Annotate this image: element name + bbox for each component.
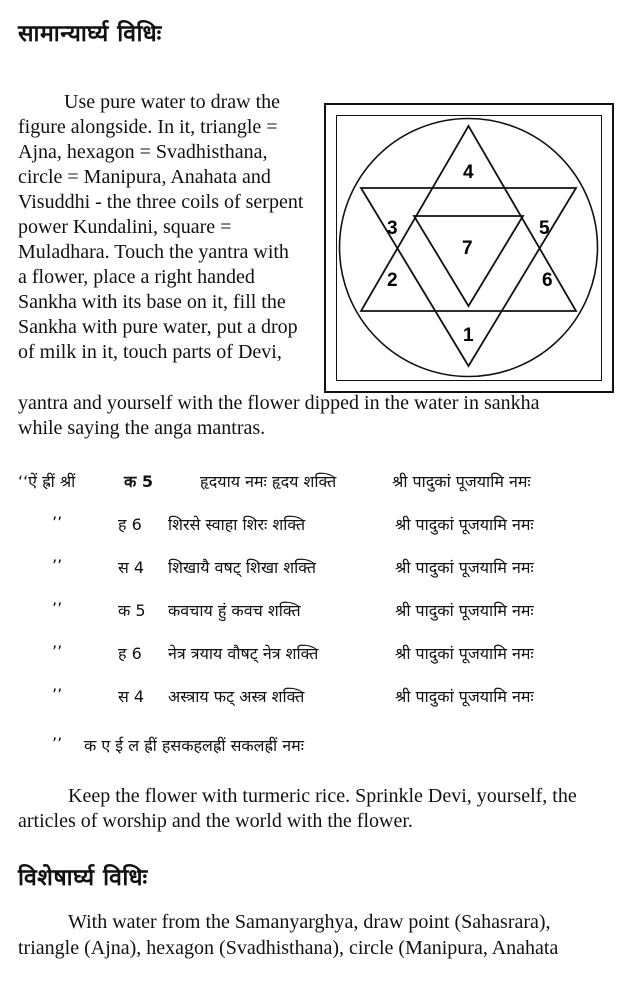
mantra-code: स 4 <box>118 687 145 706</box>
yantra-num-5: 5 <box>539 218 550 239</box>
mantra-text: अस्त्राय फट् अस्त्र शक्ति <box>168 687 305 706</box>
mantra-row <box>0 513 630 537</box>
paragraph-line: Sankha with its base on it, fill the <box>18 291 286 313</box>
mantra-quote: ’’ <box>52 599 63 618</box>
paragraph-line: Muladhara. Touch the yantra with <box>18 241 289 263</box>
mantra-quote: ’’ <box>52 642 63 661</box>
mantra-code: ह 6 <box>118 644 142 663</box>
final-mantra-text: क ए ई ल ह्रीं हसकहलह्रीं सकलह्रीं नमः <box>84 736 304 755</box>
yantra-square <box>336 115 602 381</box>
yantra-num-4: 4 <box>463 162 474 183</box>
mantra-code: ह 6 <box>118 515 142 534</box>
mantra-quote: ’’ <box>52 556 63 575</box>
section2-line: triangle (Ajna), hexagon (Svadhisthana), circle (Manipura, Anahata <box>18 937 559 959</box>
mantra-ending: श्री पादुकां पूजयामि नमः <box>395 515 534 534</box>
yantra-figure <box>324 103 614 393</box>
section-heading: सामान्यार्घ्य विधिः <box>18 21 162 47</box>
paragraph-line: Ajna, hexagon = Svadhisthana, <box>18 141 268 163</box>
mantra-row <box>0 599 630 623</box>
mantra-quote: ‘‘ऐं ह्रीं श्रीं <box>18 472 76 491</box>
instruction-line: articles of worship and the world with the flower. <box>18 810 413 832</box>
section-heading: विशेषार्घ्य विधिः <box>18 865 148 891</box>
yantra-num-2: 2 <box>387 270 398 291</box>
mantra-ending: श्री पादुकां पूजयामि नमः <box>395 644 534 663</box>
mantra-ending: श्री पादुकां पूजयामि नमः <box>392 472 531 491</box>
mantra-ending: श्री पादुकां पूजयामि नमः <box>395 558 534 577</box>
paragraph-line: a flower, place a right handed <box>18 266 255 288</box>
section2-line: With water from the Samanyarghya, draw point (Sahasrara), <box>68 911 551 933</box>
mantra-ending: श्री पादुकां पूजयामि नमः <box>395 601 534 620</box>
paragraph-line: power Kundalini, square = <box>18 216 232 238</box>
yantra-inner-triangle <box>414 216 523 306</box>
paragraph-line: Sankha with pure water, put a drop <box>18 316 298 338</box>
yantra-num-1: 1 <box>463 325 474 346</box>
yantra-drawing <box>337 116 600 379</box>
yantra-num-7: 7 <box>462 238 473 259</box>
mantra-row <box>0 685 630 709</box>
paragraph-line: of milk in it, touch parts of Devi, <box>18 341 282 363</box>
mantra-row <box>0 556 630 580</box>
final-mantra-quote: ’’ <box>52 734 63 753</box>
paragraph-line: figure alongside. In it, triangle = <box>18 116 278 138</box>
mantra-text: नेत्र त्रयाय वौषट् नेत्र शक्ति <box>168 644 319 663</box>
paragraph-line: Visuddhi - the three coils of serpent <box>18 191 304 213</box>
mantra-code: क 5 <box>118 601 146 620</box>
mantra-row <box>0 642 630 666</box>
paragraph-line: circle = Manipura, Anahata and <box>18 166 271 188</box>
mantra-code: स 4 <box>118 558 145 577</box>
yantra-num-3: 3 <box>387 218 398 239</box>
mantra-text: कवचाय हुं कवच शक्ति <box>168 601 301 620</box>
mantra-text: शिरसे स्वाहा शिरः शक्ति <box>168 515 306 534</box>
mantra-text: शिखायै वषट् शिखा शक्ति <box>168 558 316 577</box>
mantra-text: हृदयाय नमः हृदय शक्ति <box>200 472 337 491</box>
paragraph-line: yantra and yourself with the flower dipped in the water in sankha <box>18 392 540 414</box>
yantra-num-6: 6 <box>542 270 553 291</box>
mantra-row <box>0 470 630 494</box>
mantra-ending: श्री पादुकां पूजयामि नमः <box>395 687 534 706</box>
mantra-code: क 5 <box>124 472 153 491</box>
instruction-line: Keep the flower with turmeric rice. Sprinkle Devi, yourself, the <box>68 785 577 807</box>
intro-paragraph <box>18 90 308 365</box>
mantra-list <box>0 470 630 730</box>
paragraph-line: Use pure water to draw the <box>64 91 281 113</box>
mantra-quote: ’’ <box>52 513 63 532</box>
mantra-quote: ’’ <box>52 685 63 704</box>
paragraph-line: while saying the anga mantras. <box>18 417 266 439</box>
